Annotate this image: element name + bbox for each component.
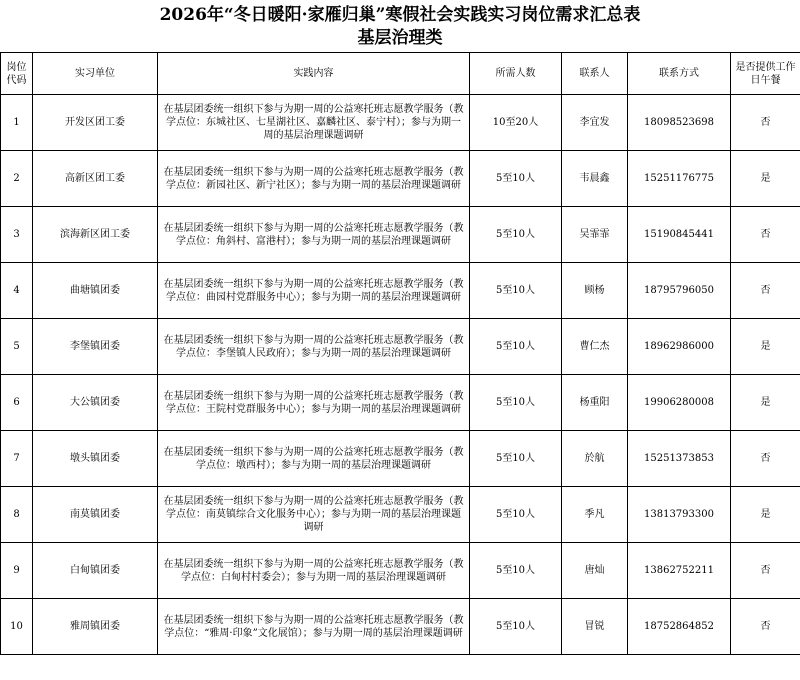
cell-code: 5 [1, 319, 33, 375]
cell-count: 5至10人 [470, 599, 562, 655]
table-row [1, 207, 800, 263]
cell-content: 在基层团委统一组织下参与为期一周的公益寒托班志愿教学服务（教学点位：李堡镇人民政府）；参与为期一周的基层治理课题调研 [158, 319, 470, 375]
cell-meal: 否 [731, 263, 800, 319]
table-row [1, 599, 800, 655]
cell-unit: 墩头镇团委 [33, 431, 158, 487]
table-row [1, 375, 800, 431]
cell-meal: 否 [731, 543, 800, 599]
cell-count: 5至10人 [470, 375, 562, 431]
cell-contact: 韦晨鑫 [562, 151, 628, 207]
cell-unit: 南莫镇团委 [33, 487, 158, 543]
cell-content: 在基层团委统一组织下参与为期一周的公益寒托班志愿教学服务（教学点位：墩西村）；参与为期一周的基层治理课题调研 [158, 431, 470, 487]
cell-code: 2 [1, 151, 33, 207]
cell-contact: 杨重阳 [562, 375, 628, 431]
cell-phone: 18752864852 [628, 599, 731, 655]
cell-content: 在基层团委统一组织下参与为期一周的公益寒托班志愿教学服务（教学点位：王院村党群服务中心）；参与为期一周的基层治理课题调研 [158, 375, 470, 431]
cell-contact: 冒锐 [562, 599, 628, 655]
cell-content: 在基层团委统一组织下参与为期一周的公益寒托班志愿教学服务（教学点位：“雅周·印象”文化展馆）；参与为期一周的基层治理课题调研 [158, 599, 470, 655]
cell-unit: 曲塘镇团委 [33, 263, 158, 319]
cell-phone: 15251176775 [628, 151, 731, 207]
cell-count: 5至10人 [470, 263, 562, 319]
cell-phone: 18962986000 [628, 319, 731, 375]
cell-code: 4 [1, 263, 33, 319]
cell-meal: 是 [731, 151, 800, 207]
cell-content: 在基层团委统一组织下参与为期一周的公益寒托班志愿教学服务（教学点位：白甸村村委会）；参与为期一周的基层治理课题调研 [158, 543, 470, 599]
header-phone: 联系方式 [628, 53, 731, 95]
cell-count: 5至10人 [470, 151, 562, 207]
internship-table [0, 52, 800, 655]
document-title: 2026年“冬日暖阳·家雁归巢”寒假社会实践实习岗位需求汇总表 [159, 5, 641, 25]
cell-meal: 否 [731, 431, 800, 487]
cell-count: 5至10人 [470, 207, 562, 263]
cell-content: 在基层团委统一组织下参与为期一周的公益寒托班志愿教学服务（教学点位：曲园村党群服务中心）；参与为期一周的基层治理课题调研 [158, 263, 470, 319]
cell-unit: 雅周镇团委 [33, 599, 158, 655]
cell-phone: 18795796050 [628, 263, 731, 319]
cell-meal: 否 [731, 95, 800, 151]
cell-code: 10 [1, 599, 33, 655]
cell-content: 在基层团委统一组织下参与为期一周的公益寒托班志愿教学服务（教学点位：角斜村、富港村）；参与为期一周的基层治理课题调研 [158, 207, 470, 263]
table-row [1, 431, 800, 487]
cell-meal: 否 [731, 207, 800, 263]
cell-contact: 季凡 [562, 487, 628, 543]
table-row [1, 319, 800, 375]
cell-contact: 於航 [562, 431, 628, 487]
cell-phone: 15251373853 [628, 431, 731, 487]
cell-unit: 大公镇团委 [33, 375, 158, 431]
table-row [1, 487, 800, 543]
cell-unit: 高新区团工委 [33, 151, 158, 207]
cell-code: 7 [1, 431, 33, 487]
header-meal: 是否提供工作日午餐 [731, 53, 800, 95]
table-row [1, 263, 800, 319]
cell-phone: 13813793300 [628, 487, 731, 543]
document-subtitle: 基层治理类 [357, 28, 443, 48]
cell-content: 在基层团委统一组织下参与为期一周的公益寒托班志愿教学服务（教学点位：南莫镇综合文化服务中心）；参与为期一周的基层治理课题调研 [158, 487, 470, 543]
header-code: 岗位代码 [1, 53, 33, 95]
table-header-row [1, 53, 800, 95]
cell-contact: 顾杨 [562, 263, 628, 319]
header-content: 实践内容 [158, 53, 470, 95]
cell-phone: 19906280008 [628, 375, 731, 431]
cell-count: 5至10人 [470, 487, 562, 543]
cell-code: 1 [1, 95, 33, 151]
cell-unit: 李堡镇团委 [33, 319, 158, 375]
header-count: 所需人数 [470, 53, 562, 95]
cell-contact: 吴霏霏 [562, 207, 628, 263]
cell-count: 5至10人 [470, 319, 562, 375]
cell-unit: 滨海新区团工委 [33, 207, 158, 263]
cell-content: 在基层团委统一组织下参与为期一周的公益寒托班志愿教学服务（教学点位：新园社区、新宁社区）；参与为期一周的基层治理课题调研 [158, 151, 470, 207]
table-row [1, 543, 800, 599]
cell-count: 5至10人 [470, 431, 562, 487]
cell-count: 10至20人 [470, 95, 562, 151]
cell-code: 8 [1, 487, 33, 543]
cell-count: 5至10人 [470, 543, 562, 599]
cell-meal: 是 [731, 375, 800, 431]
cell-meal: 否 [731, 599, 800, 655]
header-contact: 联系人 [562, 53, 628, 95]
cell-unit: 开发区团工委 [33, 95, 158, 151]
header-unit: 实习单位 [33, 53, 158, 95]
cell-meal: 是 [731, 487, 800, 543]
cell-code: 6 [1, 375, 33, 431]
cell-contact: 唐灿 [562, 543, 628, 599]
cell-phone: 15190845441 [628, 207, 731, 263]
cell-meal: 是 [731, 319, 800, 375]
cell-phone: 18098523698 [628, 95, 731, 151]
cell-code: 9 [1, 543, 33, 599]
cell-phone: 13862752211 [628, 543, 731, 599]
cell-contact: 李宜发 [562, 95, 628, 151]
cell-code: 3 [1, 207, 33, 263]
cell-unit: 白甸镇团委 [33, 543, 158, 599]
cell-content: 在基层团委统一组织下参与为期一周的公益寒托班志愿教学服务（教学点位：东城社区、七星湖社区、嘉麟社区、泰宁村）；参与为期一周的基层治理课题调研 [158, 95, 470, 151]
table-row [1, 95, 800, 151]
table-row [1, 151, 800, 207]
cell-contact: 曹仁杰 [562, 319, 628, 375]
